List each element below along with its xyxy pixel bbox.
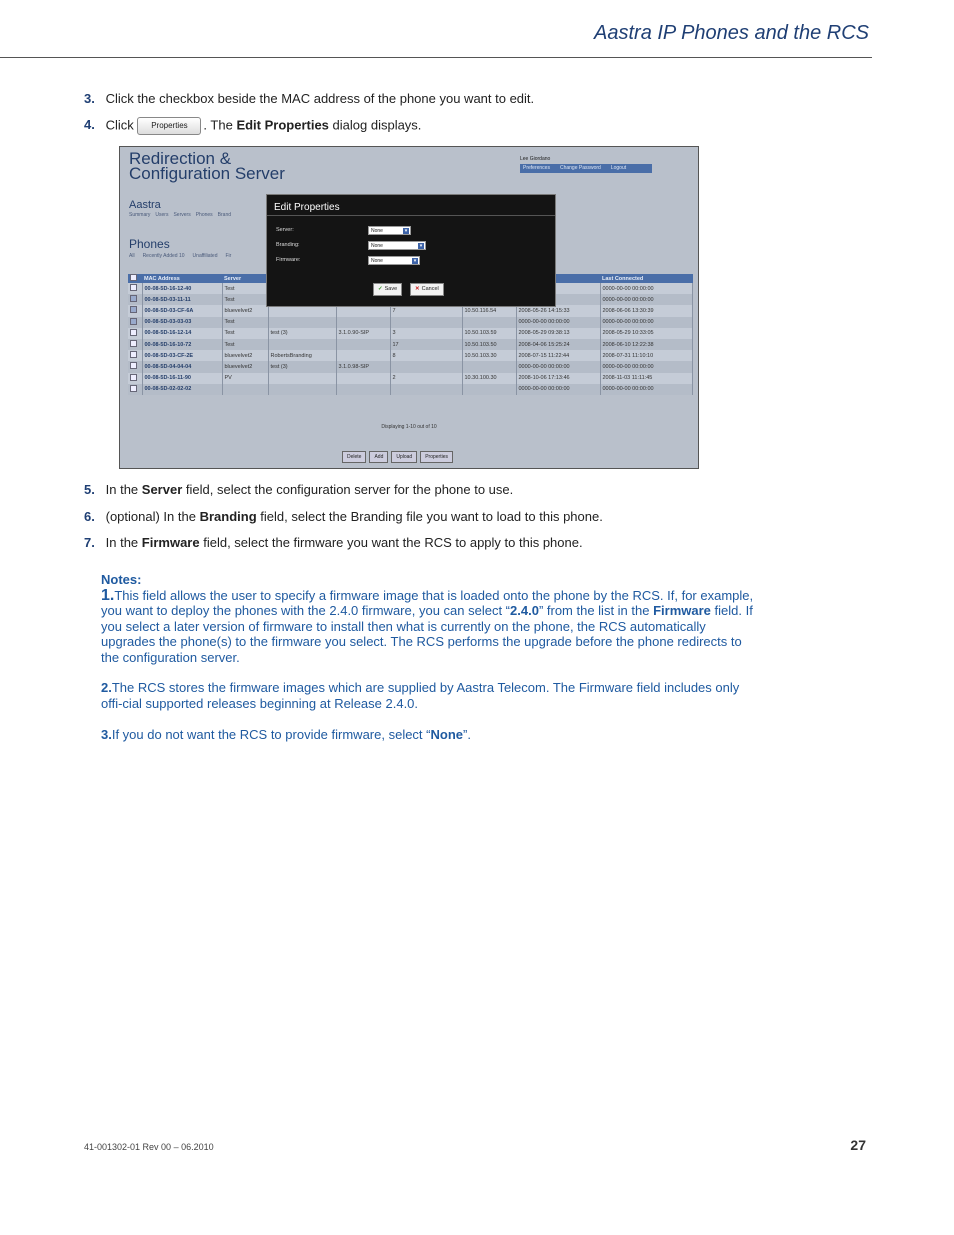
branding-select — [368, 241, 426, 250]
row-checkbox — [130, 306, 137, 313]
section-phones: Phones — [129, 237, 170, 251]
cell-fw — [336, 373, 390, 384]
note-2 — [101, 680, 756, 711]
step-5 — [84, 482, 513, 497]
column-header-select — [128, 274, 142, 283]
cell-last: 0000-00-00 00:00:00 — [600, 294, 693, 305]
sub-nav-item: Phones — [195, 212, 213, 218]
step-7 — [84, 535, 583, 550]
cell-mac: 00-08-5D-16-12-40 — [142, 283, 222, 294]
cell-server: Test — [222, 283, 268, 294]
filter-item: Recently Added 10 — [142, 253, 185, 259]
upload-button: Upload — [391, 451, 417, 463]
table-action-buttons — [342, 451, 453, 463]
filter-item: All — [129, 253, 135, 259]
cell-stored: 0000-00-00 00:00:00 — [516, 384, 600, 395]
user-name: Lee Giordano — [520, 156, 551, 162]
nav-change-password: Change Password — [559, 165, 601, 171]
step-text: . The — [203, 117, 233, 133]
row-select-cell — [128, 361, 142, 372]
phones-filter-nav — [129, 253, 231, 259]
firmware-label: Firmware: — [276, 257, 301, 263]
note-text: ” from the list in the — [538, 603, 654, 618]
nav-preferences: Preferences — [523, 165, 550, 171]
firmware-select — [368, 256, 420, 265]
row-checkbox — [130, 340, 137, 347]
header-rule — [0, 57, 872, 58]
cell-stored: 2008-04-06 15:25:24 — [516, 339, 600, 350]
row-checkbox — [130, 329, 137, 336]
screenshot-background — [120, 147, 698, 468]
footer-doc-id: 41-001302-01 Rev 00 – 06.2010 — [84, 1142, 214, 1152]
row-checkbox — [130, 318, 137, 325]
table-row — [128, 339, 693, 350]
branding-select-value: None — [371, 243, 383, 249]
cell-fw — [336, 339, 390, 350]
cell-ip — [462, 317, 516, 328]
note-number: 2. — [101, 680, 112, 695]
step-text: field, select the Branding file you want to load to this phone. — [260, 509, 603, 524]
cell-last: 2008-06-06 13:30:39 — [600, 305, 693, 316]
cell-stored: 0000-00-00 00:00:00 — [516, 317, 600, 328]
cancel-label: Cancel — [421, 286, 439, 292]
step-6 — [84, 509, 603, 524]
cell-ip — [462, 384, 516, 395]
cell-mac: 00-08-5D-04-04-04 — [142, 361, 222, 372]
step-number: 3. — [84, 91, 95, 106]
cell-fwr: 8 — [390, 350, 462, 361]
save-label: Save — [384, 286, 398, 292]
note-text: ”. — [462, 727, 471, 742]
table-row — [128, 305, 693, 316]
cell-fwr — [390, 384, 462, 395]
note-text: This field allows the user to specify a firmware image that is loaded onto the phone by the RCS. If, for example, you want to deploy the phones with the 2.4.0 firmware, you can select “ — [101, 587, 754, 618]
filter-item: Fir — [225, 253, 232, 259]
step-text: field, select the firmware you want the RCS to apply to this phone. — [203, 535, 583, 550]
chevron-down-icon: ▾ — [413, 258, 417, 264]
checkmark-icon: ✓ — [378, 286, 383, 292]
cell-branding: test (3) — [268, 328, 336, 339]
app-title-line: Configuration Server — [129, 164, 285, 183]
cell-branding — [268, 305, 336, 316]
table-row — [128, 350, 693, 361]
sub-nav-item: Servers — [173, 212, 191, 218]
table-row — [128, 361, 693, 372]
note-3 — [101, 727, 756, 743]
cancel-button — [410, 283, 444, 296]
cell-last: 0000-00-00 00:00:00 — [600, 361, 693, 372]
displaying-count: Displaying 1-10 out of 10 — [381, 424, 437, 430]
rcs-screenshot — [119, 146, 699, 469]
cell-fwr: 2 — [390, 373, 462, 384]
note-text: If you do not want the RCS to provide firmware, select “ — [111, 727, 431, 742]
row-select-cell — [128, 305, 142, 316]
row-select-cell — [128, 283, 142, 294]
cell-fwr: 7 — [390, 305, 462, 316]
table-row — [128, 373, 693, 384]
notes-block — [101, 572, 756, 743]
cell-stored: 2008-10-06 17:13:46 — [516, 373, 600, 384]
section-aastra: Aastra — [129, 199, 161, 211]
row-select-cell — [128, 339, 142, 350]
cell-mac: 00-08-5D-02-02-02 — [142, 384, 222, 395]
cell-stored: 0000-00-00 00:00:00 — [516, 361, 600, 372]
nav-logout: Logout — [610, 165, 627, 171]
cell-server: PV — [222, 373, 268, 384]
step-3 — [84, 91, 534, 106]
cell-fwr — [390, 317, 462, 328]
properties-button-image: Properties — [137, 117, 201, 135]
server-label: Server: — [276, 227, 294, 233]
step-bold: Firmware — [141, 535, 200, 550]
step-text: (optional) In the — [105, 509, 196, 524]
select-all-checkbox — [130, 274, 137, 281]
cell-fw — [336, 317, 390, 328]
cell-server: Test — [222, 317, 268, 328]
sub-nav-item: Summary — [129, 212, 151, 218]
table-row — [128, 328, 693, 339]
cell-stored: 2008-05-26 14:15:33 — [516, 305, 600, 316]
cell-last: 2008-05-29 10:33:05 — [600, 328, 693, 339]
notes-heading: Notes: — [101, 572, 142, 587]
cell-last: 2008-06-10 12:22:38 — [600, 339, 693, 350]
cell-last: 0000-00-00 00:00:00 — [600, 384, 693, 395]
row-checkbox — [130, 362, 137, 369]
cell-branding — [268, 317, 336, 328]
note-bold: 2.4.0 — [510, 603, 539, 618]
step-4 — [84, 117, 421, 135]
note-number: 1. — [101, 586, 115, 604]
cell-ip: 10.50.103.30 — [462, 350, 516, 361]
cell-server: Test — [222, 328, 268, 339]
step-number: 4. — [84, 117, 95, 133]
step-text: Click the checkbox beside the MAC address of the phone you want to edit. — [105, 91, 535, 106]
step-number: 7. — [84, 535, 95, 550]
step-text: In the — [105, 482, 139, 497]
cell-branding — [268, 339, 336, 350]
row-checkbox — [130, 295, 137, 302]
sub-nav-item: Brand — [217, 212, 232, 218]
save-button — [373, 283, 402, 296]
sub-nav — [129, 212, 231, 218]
cell-fw: 3.1.0.98-SIP — [336, 361, 390, 372]
edit-properties-dialog — [266, 194, 556, 307]
cell-mac: 00-08-5D-16-11-90 — [142, 373, 222, 384]
chevron-down-icon: ▾ — [404, 228, 408, 234]
cell-server: bluevelvet2 — [222, 305, 268, 316]
filter-item: Unaffiliated — [192, 253, 218, 259]
cell-stored: 2008-05-29 09:38:13 — [516, 328, 600, 339]
cell-last: 0000-00-00 00:00:00 — [600, 317, 693, 328]
cell-server: bluevelvet2 — [222, 361, 268, 372]
cell-fw — [336, 350, 390, 361]
server-select-value: None — [371, 228, 383, 234]
row-select-cell — [128, 373, 142, 384]
cell-ip — [462, 361, 516, 372]
cell-fwr — [390, 361, 462, 372]
dialog-title-divider — [267, 215, 555, 216]
page-header-title: Aastra IP Phones and the RCS — [594, 22, 869, 44]
branding-label: Branding: — [276, 242, 300, 248]
step-bold: Branding — [199, 509, 257, 524]
note-text: The RCS stores the firmware images which are supplied by Aastra Telecom. The Firmware field includes only offi-cial supported releases beginning at Release 2.4.0. — [101, 680, 740, 711]
cell-mac: 00-08-5D-03-11-11 — [142, 294, 222, 305]
chevron-down-icon: ▾ — [419, 243, 423, 249]
cell-mac: 00-08-5D-16-12-14 — [142, 328, 222, 339]
cell-last: 2008-11-03 11:11:45 — [600, 373, 693, 384]
cell-fwr: 3 — [390, 328, 462, 339]
column-header: Last Connected — [600, 274, 693, 283]
properties-button: Properties — [420, 451, 453, 463]
cell-stored: 2008-07-15 11:22:44 — [516, 350, 600, 361]
cell-server: Test — [222, 294, 268, 305]
top-nav — [520, 164, 652, 173]
cell-server — [222, 384, 268, 395]
server-select — [368, 226, 411, 235]
cell-mac: 00-08-5D-03-CF-6A — [142, 305, 222, 316]
cell-mac: 00-08-5D-03-03-03 — [142, 317, 222, 328]
cell-fw — [336, 305, 390, 316]
dialog-title: Edit Properties — [274, 202, 340, 213]
cell-branding — [268, 384, 336, 395]
cell-branding: test (3) — [268, 361, 336, 372]
cell-branding: RobertsBranding — [268, 350, 336, 361]
row-checkbox — [130, 374, 137, 381]
note-bold: None — [430, 727, 463, 742]
step-bold: Edit Properties — [236, 117, 329, 133]
table-row — [128, 317, 693, 328]
cell-last: 2008-07-31 11:10:10 — [600, 350, 693, 361]
cell-server: bluevelvet2 — [222, 350, 268, 361]
note-1 — [101, 588, 756, 666]
step-number: 5. — [84, 482, 95, 497]
cell-ip: 10.30.100.30 — [462, 373, 516, 384]
firmware-select-value: None — [371, 258, 383, 264]
cell-fw: 3.1.0.90-SIP — [336, 328, 390, 339]
cell-ip: 10.50.116.54 — [462, 305, 516, 316]
row-select-cell — [128, 384, 142, 395]
delete-button: Delete — [342, 451, 366, 463]
note-number: 3. — [101, 727, 112, 742]
step-text: dialog displays. — [332, 117, 422, 133]
step-text: Click — [105, 117, 134, 133]
step-number: 6. — [84, 509, 95, 524]
row-checkbox — [130, 385, 137, 392]
cell-fwr: 17 — [390, 339, 462, 350]
column-header: Server — [222, 274, 268, 283]
cell-mac: 00-08-5D-03-CF-2E — [142, 350, 222, 361]
cell-fw — [336, 384, 390, 395]
page-number: 27 — [850, 1137, 866, 1153]
sub-nav-item: Users — [155, 212, 169, 218]
add-button: Add — [369, 451, 388, 463]
row-select-cell — [128, 317, 142, 328]
row-select-cell — [128, 294, 142, 305]
row-checkbox — [130, 351, 137, 358]
app-title — [129, 151, 285, 181]
step-text: field, select the configuration server for the phone to use. — [185, 482, 514, 497]
close-icon: ✕ — [415, 286, 420, 292]
cell-ip: 10.50.103.59 — [462, 328, 516, 339]
cell-mac: 00-08-5D-16-10-72 — [142, 339, 222, 350]
cell-branding — [268, 373, 336, 384]
column-header: MAC Address — [142, 274, 222, 283]
table-row — [128, 384, 693, 395]
cell-last: 0000-00-00 00:00:00 — [600, 283, 693, 294]
note-bold: Firmware — [653, 603, 711, 618]
app-title-line: Redirection & — [129, 149, 232, 168]
row-checkbox — [130, 284, 137, 291]
row-select-cell — [128, 350, 142, 361]
cell-ip: 10.50.103.50 — [462, 339, 516, 350]
row-select-cell — [128, 328, 142, 339]
step-text: In the — [105, 535, 139, 550]
note-text: field. If you select a later version of firmware to install then what is currently on the phone, the RCS automatically upgrades the phone(s) to the firmware you select. The RCS performs the upgrade before the phone redirects to the configuration server. — [101, 603, 753, 665]
step-bold: Server — [141, 482, 183, 497]
cell-server: Test — [222, 339, 268, 350]
